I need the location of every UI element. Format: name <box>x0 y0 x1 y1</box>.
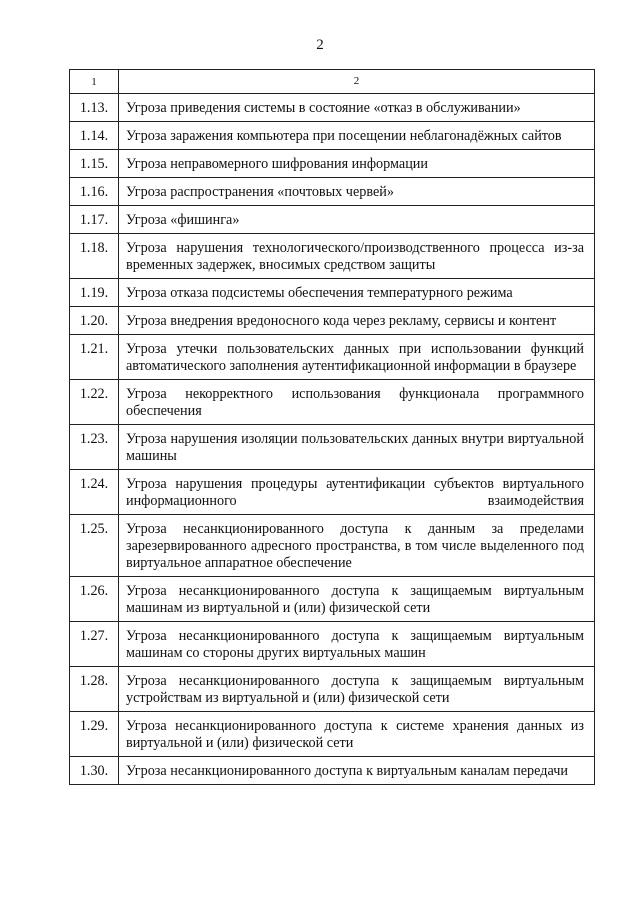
table-row <box>70 234 595 279</box>
table-row <box>70 307 595 335</box>
row-number: 1.18. <box>70 234 119 279</box>
table-row <box>70 206 595 234</box>
row-description: Угроза утечки пользовательских данных при использовании функций автоматического заполнения аутентификационной информации в браузере <box>119 335 595 380</box>
table-row <box>70 178 595 206</box>
row-description: Угроза приведения системы в состояние «отказ в обслуживании» <box>119 94 595 122</box>
row-description: Угроза нарушения процедуры аутентификации субъектов виртуального информационного взаимодействия <box>119 470 595 515</box>
table-row <box>70 470 595 515</box>
table-row <box>70 622 595 667</box>
row-number: 1.25. <box>70 515 119 577</box>
row-description: Угроза отказа подсистемы обеспечения температурного режима <box>119 279 595 307</box>
table-row <box>70 577 595 622</box>
table-row <box>70 279 595 307</box>
row-description: Угроза несанкционированного доступа к защищаемым виртуальным устройствам из виртуальной и (или) физической сети <box>119 667 595 712</box>
header-col-description: 2 <box>119 70 595 94</box>
row-number: 1.17. <box>70 206 119 234</box>
row-description: Угроза нарушения технологического/производственного процесса из-за временных задержек, вносимых средством защиты <box>119 234 595 279</box>
header-col-number: 1 <box>70 70 119 94</box>
row-number: 1.15. <box>70 150 119 178</box>
row-number: 1.20. <box>70 307 119 335</box>
row-description: Угроза несанкционированного доступа к системе хранения данных из виртуальной и (или) физической сети <box>119 712 595 757</box>
table-row <box>70 380 595 425</box>
row-number: 1.27. <box>70 622 119 667</box>
row-number: 1.24. <box>70 470 119 515</box>
row-number: 1.28. <box>70 667 119 712</box>
row-description: Угроза несанкционированного доступа к виртуальным каналам передачи <box>119 757 595 785</box>
threats-table <box>69 69 595 785</box>
table-row <box>70 94 595 122</box>
table-row <box>70 667 595 712</box>
row-description: Угроза несанкционированного доступа к защищаемым виртуальным машинам из виртуальной и (или) физической сети <box>119 577 595 622</box>
row-description: Угроза заражения компьютера при посещении неблагонадёжных сайтов <box>119 122 595 150</box>
table-row <box>70 335 595 380</box>
row-description: Угроза некорректного использования функционала программного обеспечения <box>119 380 595 425</box>
table-row <box>70 712 595 757</box>
table-row <box>70 150 595 178</box>
row-description: Угроза нарушения изоляции пользовательских данных внутри виртуальной машины <box>119 425 595 470</box>
page-number: 2 <box>316 37 324 53</box>
row-number: 1.29. <box>70 712 119 757</box>
row-number: 1.23. <box>70 425 119 470</box>
row-number: 1.30. <box>70 757 119 785</box>
row-description: Угроза распространения «почтовых червей» <box>119 178 595 206</box>
row-number: 1.26. <box>70 577 119 622</box>
table-row <box>70 515 595 577</box>
row-number: 1.13. <box>70 94 119 122</box>
row-description: Угроза неправомерного шифрования информации <box>119 150 595 178</box>
table-header-row <box>70 70 595 94</box>
row-number: 1.22. <box>70 380 119 425</box>
row-number: 1.16. <box>70 178 119 206</box>
table-row <box>70 425 595 470</box>
row-description: Угроза несанкционированного доступа к защищаемым виртуальным машинам со стороны других виртуальных машин <box>119 622 595 667</box>
row-description: Угроза «фишинга» <box>119 206 595 234</box>
row-number: 1.21. <box>70 335 119 380</box>
row-description: Угроза несанкционированного доступа к данным за пределами зарезервированного адресного пространства, в том числе выделенного под виртуальное аппаратное обеспечение <box>119 515 595 577</box>
row-number: 1.14. <box>70 122 119 150</box>
table-row <box>70 757 595 785</box>
row-description: Угроза внедрения вредоносного кода через рекламу, сервисы и контент <box>119 307 595 335</box>
table-row <box>70 122 595 150</box>
row-number: 1.19. <box>70 279 119 307</box>
